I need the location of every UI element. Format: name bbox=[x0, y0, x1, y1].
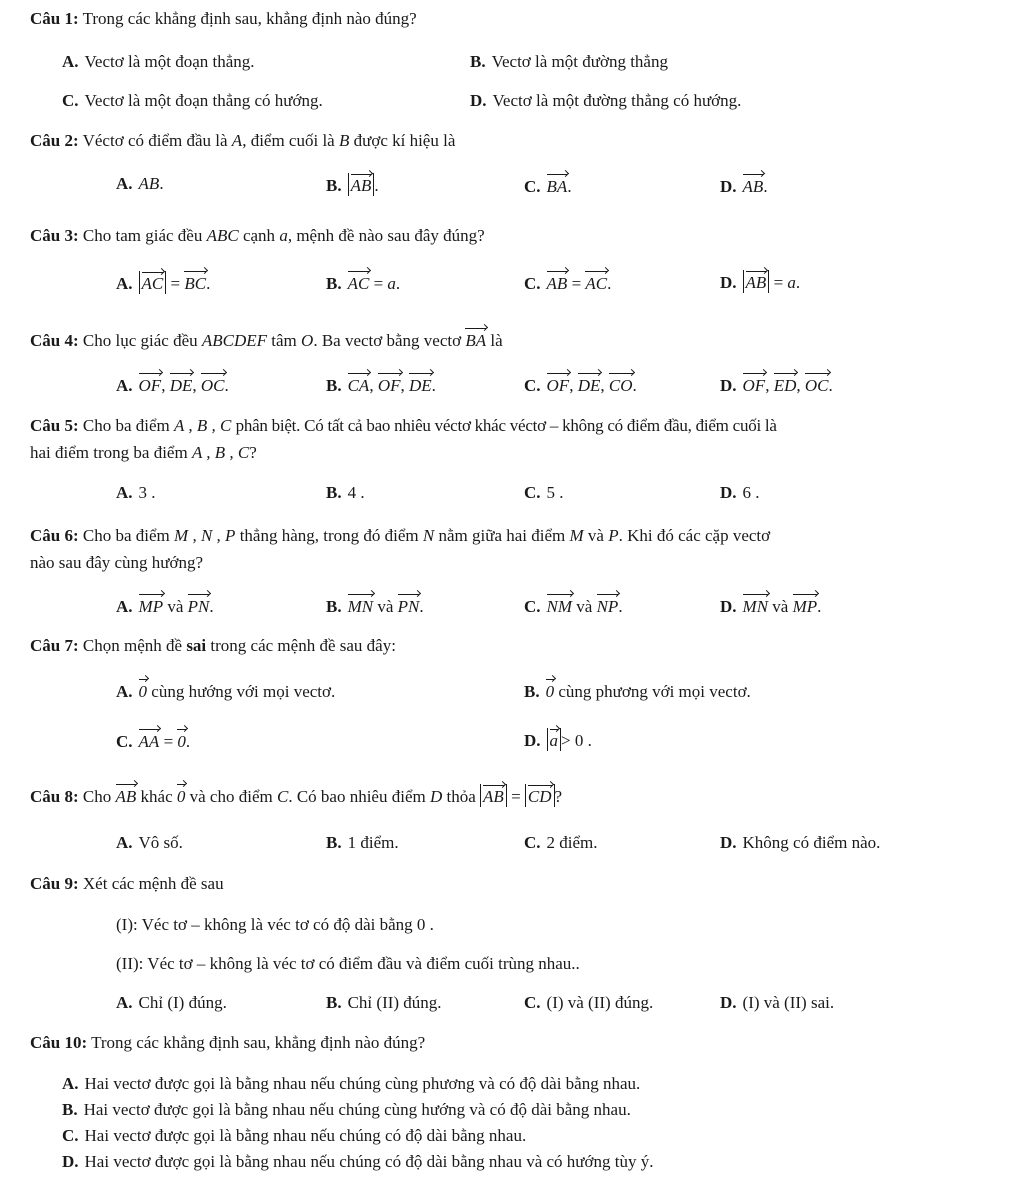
option-label: A. bbox=[116, 483, 133, 502]
option-label: B. bbox=[326, 833, 342, 852]
q5-option-b bbox=[326, 482, 365, 504]
question-5-line-2 bbox=[30, 442, 257, 464]
statement-text: (I): Véc tơ – không là véc tơ có độ dài bằng bbox=[116, 915, 413, 934]
math-variable: a bbox=[387, 274, 396, 293]
question-text: được kí hiệu là bbox=[353, 131, 456, 150]
q10-option-a bbox=[62, 1073, 640, 1095]
option-text: và bbox=[772, 597, 789, 616]
separator: , bbox=[161, 376, 166, 395]
option-text: Chỉ (I) đúng. bbox=[138, 993, 227, 1012]
question-text: và bbox=[587, 526, 604, 545]
separator: , bbox=[600, 376, 605, 395]
q1-option-a bbox=[62, 51, 255, 73]
q8-option-a bbox=[116, 832, 183, 854]
option-text: 4 . bbox=[347, 483, 365, 502]
punctuation: . bbox=[419, 597, 424, 616]
punctuation: . bbox=[159, 174, 164, 193]
punctuation: ? bbox=[554, 787, 563, 806]
question-text: thẳng hàng, trong đó điểm bbox=[239, 526, 419, 545]
question-number: Câu 4: bbox=[30, 331, 79, 350]
option-text: (I) và (II) đúng. bbox=[546, 993, 654, 1012]
punctuation: . bbox=[632, 376, 637, 395]
option-label: B. bbox=[62, 1100, 78, 1119]
math-variable: a bbox=[787, 273, 796, 292]
option-label: D. bbox=[720, 833, 737, 852]
math-segment: AB bbox=[138, 174, 160, 193]
question-text: Cho lục giác đều bbox=[82, 331, 198, 350]
math-vector: OF bbox=[743, 372, 766, 397]
math-vector: AB bbox=[746, 270, 767, 293]
math-vector: MN bbox=[348, 593, 374, 618]
option-text: 1 điểm. bbox=[347, 833, 399, 852]
separator: , bbox=[796, 376, 801, 395]
punctuation: . bbox=[206, 274, 211, 293]
question-text: là bbox=[490, 331, 503, 350]
math-vector: OF bbox=[139, 372, 162, 397]
question-text: nào sau đây cùng hướng? bbox=[30, 553, 204, 572]
q4-option-b bbox=[326, 372, 436, 397]
question-number: Câu 2: bbox=[30, 131, 79, 150]
math-point: B bbox=[338, 131, 350, 150]
abs-value bbox=[525, 784, 555, 807]
question-text: Cho ba điểm bbox=[82, 416, 170, 435]
q1-option-b bbox=[470, 51, 668, 73]
option-text: 6 . bbox=[742, 483, 760, 502]
punctuation: . bbox=[817, 597, 822, 616]
equals-sign: = bbox=[373, 274, 384, 293]
question-number: Câu 9: bbox=[30, 874, 79, 893]
q7-option-c bbox=[116, 728, 190, 753]
math-vector: OF bbox=[378, 372, 401, 397]
option-text: Hai vectơ được gọi là bằng nhau nếu chúng cùng hướng và có độ dài bằng nhau. bbox=[83, 1100, 631, 1119]
math-vector: DE bbox=[170, 372, 193, 397]
question-text: tâm bbox=[271, 331, 297, 350]
equals-sign: = bbox=[571, 274, 582, 293]
option-text: Hai vectơ được gọi là bằng nhau nếu chúng cùng phương và có độ dài bằng nhau. bbox=[84, 1074, 641, 1093]
option-label: B. bbox=[326, 597, 342, 616]
option-label: C. bbox=[524, 597, 541, 616]
math-vector: ED bbox=[774, 372, 797, 397]
question-5 bbox=[30, 415, 777, 437]
question-text: Xét các mệnh đề sau bbox=[82, 874, 224, 893]
math-vector: DE bbox=[409, 372, 432, 397]
math-vector: AA bbox=[139, 728, 160, 753]
option-text: Vectơ là một đường thẳng có hướng. bbox=[492, 91, 742, 110]
q2-option-d bbox=[720, 173, 768, 198]
question-text: Trong các khẳng định sau, khẳng định nào đúng? bbox=[91, 1033, 426, 1052]
math-point: O bbox=[301, 331, 314, 350]
question-text: khác bbox=[140, 787, 173, 806]
q9-option-a bbox=[116, 992, 227, 1014]
question-number: Câu 5: bbox=[30, 416, 79, 435]
question-6 bbox=[30, 525, 770, 547]
option-label: D. bbox=[720, 483, 737, 502]
option-label: D. bbox=[470, 91, 487, 110]
abs-value bbox=[743, 270, 770, 293]
q4-option-d bbox=[720, 372, 833, 397]
option-text: và bbox=[167, 597, 184, 616]
option-label: A. bbox=[116, 993, 133, 1012]
option-label: B. bbox=[326, 483, 342, 502]
question-number: Câu 8: bbox=[30, 787, 79, 806]
math-vector: AB bbox=[547, 270, 568, 295]
math-vector: BC bbox=[184, 270, 206, 295]
option-text: 2 điểm. bbox=[546, 833, 598, 852]
math-vector: PN bbox=[188, 593, 210, 618]
q6-option-b bbox=[326, 593, 424, 618]
q3-option-d bbox=[720, 270, 800, 294]
question-text: . Ba vectơ bằng vectơ bbox=[313, 331, 462, 350]
q5-option-a bbox=[116, 482, 156, 504]
option-label: C. bbox=[524, 993, 541, 1012]
emphasis-word: sai bbox=[186, 636, 207, 655]
option-label: A. bbox=[116, 597, 133, 616]
math-vector: a bbox=[550, 728, 559, 751]
math-vector: AC bbox=[348, 270, 370, 295]
question-text: Trong các khẳng định sau, khẳng định nào đúng? bbox=[82, 9, 417, 28]
math-vector: MP bbox=[139, 593, 164, 618]
question-1 bbox=[30, 8, 417, 30]
q5-option-c bbox=[524, 482, 564, 504]
option-text: và bbox=[377, 597, 394, 616]
option-text: Không có điểm nào. bbox=[742, 833, 881, 852]
math-vector: CO bbox=[609, 372, 633, 397]
option-label: D. bbox=[720, 376, 737, 395]
math-polygon: ABCDEF bbox=[201, 331, 268, 350]
q4-option-a bbox=[116, 372, 229, 397]
punctuation: . bbox=[374, 176, 379, 195]
math-vector: PN bbox=[398, 593, 420, 618]
option-text: (I) và (II) sai. bbox=[742, 993, 835, 1012]
option-label: A. bbox=[116, 682, 133, 701]
math-zero-vector: 0 bbox=[546, 678, 555, 703]
abs-value bbox=[139, 271, 167, 294]
q7-option-a bbox=[116, 678, 335, 703]
option-text: và bbox=[576, 597, 593, 616]
question-text: Véctơ có điểm đầu là bbox=[82, 131, 228, 150]
option-text: Vectơ là một đoạn thẳng có hướng. bbox=[84, 91, 323, 110]
question-text: cạnh bbox=[242, 226, 276, 245]
math-point: P bbox=[608, 526, 619, 545]
math-vector: AB bbox=[116, 783, 137, 808]
question-6-line-2 bbox=[30, 552, 203, 574]
math-number: 0 . bbox=[416, 915, 434, 934]
punctuation: . bbox=[763, 177, 768, 196]
option-text: 3 . bbox=[138, 483, 156, 502]
punctuation: . bbox=[828, 376, 833, 395]
separator: , bbox=[400, 376, 405, 395]
math-point: M bbox=[569, 526, 584, 545]
option-label: A. bbox=[62, 52, 79, 71]
option-label: B. bbox=[326, 176, 342, 195]
equals-sign: = bbox=[170, 274, 181, 293]
option-label: A. bbox=[116, 833, 133, 852]
question-text: . Khi đó các cặp vectơ bbox=[618, 526, 771, 545]
math-vector: AB bbox=[743, 173, 764, 198]
option-text: Hai vectơ được gọi là bằng nhau nếu chúng có độ dài bằng nhau và có hướng tùy ý. bbox=[84, 1152, 654, 1171]
option-text: Vô số. bbox=[138, 833, 183, 852]
question-text: , mệnh đề nào sau đây đúng? bbox=[287, 226, 485, 245]
punctuation: . bbox=[795, 273, 801, 292]
option-label: C. bbox=[524, 483, 541, 502]
math-variable: a bbox=[279, 226, 288, 245]
math-point: N bbox=[422, 526, 435, 545]
abs-value bbox=[348, 173, 375, 196]
option-text: > 0 . bbox=[561, 731, 592, 750]
question-2 bbox=[30, 130, 455, 152]
option-label: C. bbox=[524, 376, 541, 395]
math-vector: AC bbox=[142, 271, 164, 294]
q2-option-b bbox=[326, 173, 379, 197]
q9-option-b bbox=[326, 992, 442, 1014]
option-label: A. bbox=[116, 376, 133, 395]
question-8 bbox=[30, 783, 562, 808]
question-text: thỏa bbox=[446, 787, 476, 806]
math-vector: OC bbox=[201, 372, 225, 397]
option-label: B. bbox=[326, 376, 342, 395]
separator: , bbox=[765, 376, 770, 395]
q3-option-b bbox=[326, 270, 400, 295]
question-3 bbox=[30, 225, 485, 247]
separator: , bbox=[569, 376, 574, 395]
q9-option-c bbox=[524, 992, 653, 1014]
q1-option-c bbox=[62, 90, 323, 112]
option-label: D. bbox=[524, 731, 541, 750]
option-label: A. bbox=[116, 174, 133, 193]
option-label: C. bbox=[62, 91, 79, 110]
question-number: Câu 10: bbox=[30, 1033, 88, 1052]
punctuation: . bbox=[607, 274, 612, 293]
math-zero-vector: 0 bbox=[177, 728, 186, 753]
option-label: C. bbox=[524, 833, 541, 852]
question-text: . Có bao nhiêu điểm bbox=[288, 787, 426, 806]
abs-value bbox=[480, 784, 507, 807]
option-text: Vectơ là một đường thẳng bbox=[491, 52, 668, 71]
option-text: Hai vectơ được gọi là bằng nhau nếu chúng có độ dài bằng nhau. bbox=[84, 1126, 527, 1145]
question-4 bbox=[30, 327, 503, 352]
option-text: Vectơ là một đoạn thẳng. bbox=[84, 52, 255, 71]
option-text: cùng hướng với mọi vectơ. bbox=[151, 682, 336, 701]
math-vector: NM bbox=[547, 593, 573, 618]
math-point: D bbox=[429, 787, 443, 806]
math-vector: AB bbox=[483, 784, 504, 807]
question-number: Câu 1: bbox=[30, 9, 79, 28]
math-vector: AC bbox=[585, 270, 607, 295]
option-label: B. bbox=[524, 682, 540, 701]
punctuation: . bbox=[431, 376, 436, 395]
math-points: A , B , C bbox=[191, 443, 250, 462]
abs-value bbox=[547, 728, 562, 751]
q10-option-b bbox=[62, 1099, 631, 1121]
punctuation: . bbox=[209, 597, 214, 616]
option-label: D. bbox=[62, 1152, 79, 1171]
math-vector: OC bbox=[805, 372, 829, 397]
math-vector: NP bbox=[597, 593, 619, 618]
math-vector: AB bbox=[351, 173, 372, 196]
equals-sign: = bbox=[511, 787, 521, 806]
math-point: A bbox=[231, 131, 243, 150]
math-vector: CA bbox=[348, 372, 370, 397]
question-text: trong các mệnh đề sau đây: bbox=[210, 636, 396, 655]
punctuation: . bbox=[567, 177, 572, 196]
option-text: Chỉ (II) đúng. bbox=[347, 993, 442, 1012]
math-vector: MP bbox=[793, 593, 818, 618]
option-label: B. bbox=[470, 52, 486, 71]
q1-option-d bbox=[470, 90, 741, 112]
q3-option-a bbox=[116, 270, 210, 295]
question-text: Cho ba điểm bbox=[82, 526, 170, 545]
q6-option-c bbox=[524, 593, 623, 618]
punctuation: . bbox=[395, 274, 401, 293]
punctuation: . bbox=[185, 732, 191, 751]
math-vector: BA bbox=[465, 327, 486, 352]
question-text: , điểm cuối là bbox=[242, 131, 335, 150]
math-points: A , B , C bbox=[174, 416, 232, 435]
q10-option-c bbox=[62, 1125, 526, 1147]
option-label: A. bbox=[116, 274, 133, 293]
option-label: B. bbox=[326, 993, 342, 1012]
separator: , bbox=[192, 376, 197, 395]
question-9 bbox=[30, 873, 224, 895]
math-triangle: ABC bbox=[206, 226, 239, 245]
question-text: và cho điểm bbox=[189, 787, 273, 806]
q6-option-a bbox=[116, 593, 214, 618]
math-vector: CD bbox=[528, 784, 552, 807]
q8-option-b bbox=[326, 832, 399, 854]
option-label: C. bbox=[62, 1126, 79, 1145]
q8-option-d bbox=[720, 832, 880, 854]
q7-option-b bbox=[524, 678, 751, 703]
question-text: nằm giữa hai điểm bbox=[438, 526, 566, 545]
question-text: Cho tam giác đều bbox=[82, 226, 203, 245]
math-points: M , N , P bbox=[174, 526, 236, 545]
option-label: C. bbox=[524, 274, 541, 293]
q7-option-d bbox=[524, 728, 592, 752]
question-number: Câu 3: bbox=[30, 226, 79, 245]
question-text: phân biệt. Có tất cả bao nhiêu véctơ khác véctơ – không có điểm đầu, điểm cuối là bbox=[235, 416, 777, 435]
math-zero-vector: 0 bbox=[177, 783, 186, 808]
question-number: Câu 6: bbox=[30, 526, 79, 545]
q10-option-d bbox=[62, 1151, 653, 1173]
math-point: C bbox=[276, 787, 289, 806]
punctuation: ? bbox=[249, 443, 257, 462]
q4-option-c bbox=[524, 372, 637, 397]
q3-option-c bbox=[524, 270, 611, 295]
option-text: 5 . bbox=[546, 483, 564, 502]
option-label: A. bbox=[62, 1074, 79, 1093]
separator: , bbox=[369, 376, 374, 395]
q6-option-d bbox=[720, 593, 821, 618]
option-label: D. bbox=[720, 597, 737, 616]
question-text: Cho bbox=[82, 787, 112, 806]
question-text: Chọn mệnh đề bbox=[82, 636, 183, 655]
punctuation: . bbox=[224, 376, 229, 395]
question-number: Câu 7: bbox=[30, 636, 79, 655]
q2-option-a bbox=[116, 173, 164, 195]
equals-sign: = bbox=[163, 732, 174, 751]
question-text: hai điểm trong ba điểm bbox=[30, 443, 188, 462]
q9-statement-1 bbox=[116, 914, 434, 936]
math-vector: MN bbox=[743, 593, 769, 618]
question-7 bbox=[30, 635, 396, 657]
option-label: C. bbox=[524, 177, 541, 196]
punctuation: . bbox=[618, 597, 623, 616]
q9-statement-2 bbox=[116, 953, 580, 975]
option-label: D. bbox=[720, 273, 737, 292]
equals-sign: = bbox=[773, 273, 784, 292]
q8-option-c bbox=[524, 832, 598, 854]
option-label: D. bbox=[720, 177, 737, 196]
math-vector: DE bbox=[578, 372, 601, 397]
option-text: cùng phương với mọi vectơ. bbox=[558, 682, 751, 701]
question-10 bbox=[30, 1032, 425, 1054]
q9-option-d bbox=[720, 992, 834, 1014]
option-label: B. bbox=[326, 274, 342, 293]
option-label: D. bbox=[720, 993, 737, 1012]
math-zero-vector: 0 bbox=[139, 678, 148, 703]
math-vector: OF bbox=[547, 372, 570, 397]
statement-text: (II): Véc tơ – không là véc tơ có điểm đầu và điểm cuối trùng nhau.. bbox=[116, 954, 580, 973]
q2-option-c bbox=[524, 173, 572, 198]
option-label: C. bbox=[116, 732, 133, 751]
q5-option-d bbox=[720, 482, 760, 504]
math-vector: BA bbox=[547, 173, 568, 198]
